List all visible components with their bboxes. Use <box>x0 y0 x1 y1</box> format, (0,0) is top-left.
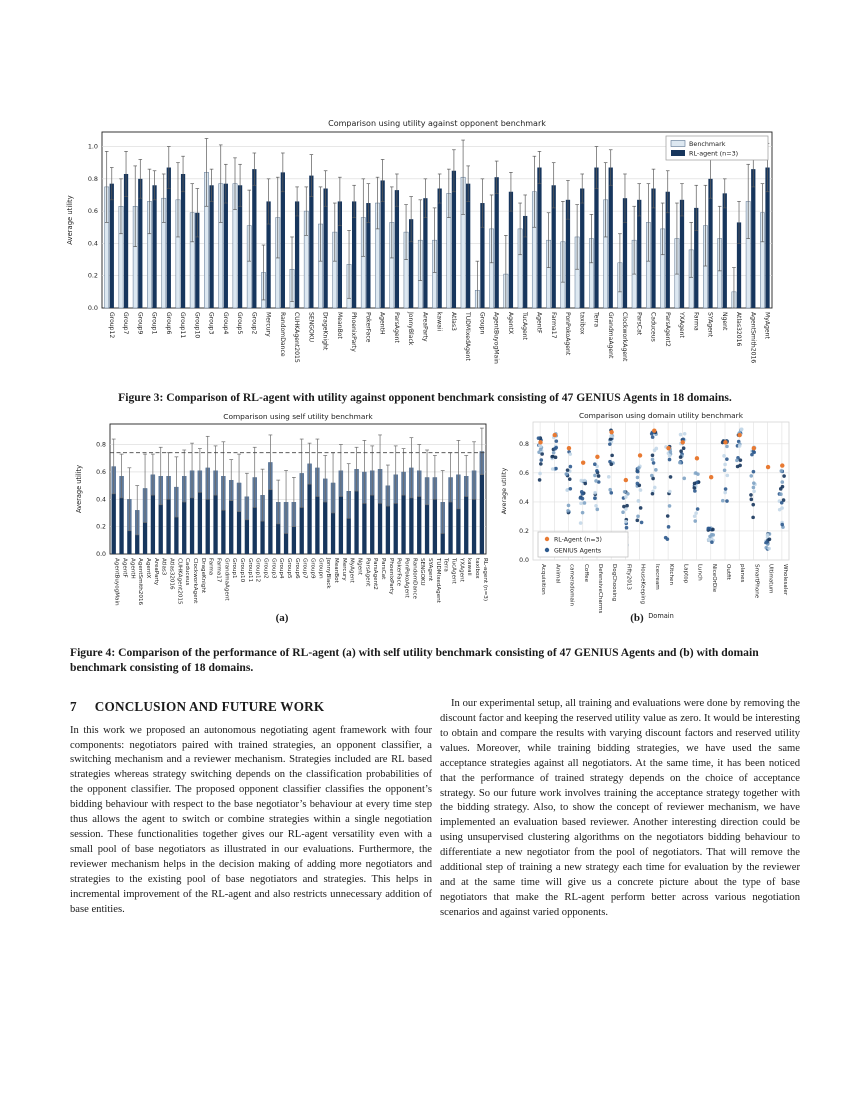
svg-text:PonPokoAgent: PonPokoAgent <box>564 312 572 356</box>
svg-text:Comparison using utility again: Comparison using utility against opponent benchmark <box>328 119 546 128</box>
svg-text:AgentX: AgentX <box>506 312 514 335</box>
svg-text:RL-Agent (n=3): RL-Agent (n=3) <box>554 536 602 544</box>
svg-text:0.6: 0.6 <box>87 207 98 216</box>
svg-text:Farma17: Farma17 <box>215 558 222 583</box>
svg-text:taxibox: taxibox <box>578 312 586 335</box>
conclusion-paragraph-right: In our experimental setup, all training and evaluations were done by removing the discount factor and keeping the reserved utility value as zero. It would be interesting to obtain and compare the results with varying discount factors and reserved utility values. Moreover, while training bidding strategies, we have used the same acceptance strategies against all negotiators. At the same time, it has been noticed that the performance of trained strategy depends on the choice of acceptance strategy. So our future work involves training the acceptance strategy together with the bidding strategy. Also, to show the concept of reviewer mechanism, we have implemented an evaluation based reviewer. Another interesting direction could be using unsupervised clustering algorithms on the negotiators bidding behaviour to differentiate a new negotiator from the pool of negotiators. That will remove the additional step of training a new strategy each time for evaluation by the reviewer and at the same time will give us a concrete picture about the type of base negotiators that make the RL-agent perform better across various negotiation scenarios and against varied opponents. <box>440 698 800 918</box>
svg-text:GrandmaAgent: GrandmaAgent <box>223 558 230 601</box>
svg-text:Atlas32016: Atlas32016 <box>168 558 175 590</box>
svg-text:Group10: Group10 <box>193 312 201 339</box>
svg-text:SmartPhone: SmartPhone <box>753 564 760 599</box>
svg-text:TucAgent: TucAgent <box>450 558 457 584</box>
svg-text:0.4: 0.4 <box>519 498 529 506</box>
svg-text:RandomDance: RandomDance <box>411 558 418 599</box>
svg-text:Group10: Group10 <box>238 558 245 583</box>
svg-text:Average utility: Average utility <box>75 465 83 513</box>
svg-text:Lunch: Lunch <box>696 564 703 581</box>
svg-text:Farma17: Farma17 <box>549 312 557 339</box>
figure3-opponent-benchmark-chart <box>62 116 788 384</box>
conclusion-paragraph-left: In this work we proposed an autonomous negotiating agent framework with four components: negotiators paired with trained strategies, an opponent classifier, a switching mechanism and a reviewer mechanism. Strategies included are RL based strategies whereas strategy switching depends on the classification probabilities of the opponent classifier. The proposed opponent classifier classifies the opponent’s bidding behaviour with respect to the base negotiator’s behaviour at every time step thus allows the agent to switch or combine strategies within a single negotiation session. These functionalities together gives our RL-agent versatility even with a small pool of base negotiators as illustrated in our evaluations. Furthermore, the reviewer mechanism helps in the decision making of adding more negotiators and strategies to the existing pool of base negotiators and strategies. This helps in incremental improvement of the RL-agent and also restricts unnecessary addition of base entities. <box>70 724 432 915</box>
svg-text:PokerFace: PokerFace <box>395 558 402 587</box>
svg-text:AgentSmith2016: AgentSmith2016 <box>137 558 144 606</box>
svg-text:PhoenixParty: PhoenixParty <box>350 312 358 352</box>
scatter-chart <box>497 410 793 624</box>
svg-text:Group11: Group11 <box>246 558 253 583</box>
svg-text:AgentX: AgentX <box>144 558 151 579</box>
svg-text:Group9: Group9 <box>309 558 316 579</box>
figure4a-self-utility-chart <box>72 410 492 624</box>
svg-text:Ultimatum: Ultimatum <box>767 564 774 594</box>
svg-text:Group12: Group12 <box>254 558 261 583</box>
svg-text:MeanBot: MeanBot <box>332 558 339 583</box>
svg-text:MyAgent: MyAgent <box>348 558 355 583</box>
svg-text:Acquisition: Acquisition <box>540 564 547 595</box>
section-title: CONCLUSION AND FUTURE WORK <box>94 699 325 714</box>
svg-text:SENGOKU: SENGOKU <box>307 312 315 343</box>
svg-text:0.8: 0.8 <box>96 441 106 449</box>
svg-text:Group4: Group4 <box>221 312 229 335</box>
svg-text:0.2: 0.2 <box>519 527 529 535</box>
svg-text:TucAgent: TucAgent <box>521 312 529 341</box>
svg-text:Group3: Group3 <box>207 312 215 335</box>
svg-text:0.2: 0.2 <box>96 523 106 531</box>
svg-text:Group6: Group6 <box>164 312 172 335</box>
svg-text:Caduceus: Caduceus <box>649 312 657 342</box>
svg-text:DrageKnight: DrageKnight <box>321 312 329 351</box>
svg-text:JonnyBlack: JonnyBlack <box>407 312 415 346</box>
svg-text:CUHKAgent2015: CUHKAgent2015 <box>176 558 183 605</box>
svg-text:GrandmaAgent: GrandmaAgent <box>606 312 614 359</box>
svg-text:SYAgent: SYAgent <box>706 312 714 338</box>
svg-text:Group4: Group4 <box>278 558 285 579</box>
svg-text:ClockworkAgent: ClockworkAgent <box>621 312 629 362</box>
svg-text:Groupn: Groupn <box>317 558 324 579</box>
svg-text:taxibox: taxibox <box>473 558 480 579</box>
svg-text:0.0: 0.0 <box>519 557 529 564</box>
svg-text:Ngent: Ngent <box>356 558 363 575</box>
svg-text:PhoenixParty: PhoenixParty <box>387 558 394 595</box>
grouped-bar-chart <box>62 116 788 384</box>
svg-text:AgentBuyogMain: AgentBuyogMain <box>492 312 500 364</box>
svg-text:Group5: Group5 <box>236 312 244 335</box>
figure4-caption: Figure 4: Comparison of the performance of RL-agent (a) with self utility benchmark consisting of 47 GENIUS Agents and (b) with domain benchmark consisting of 18 domains. <box>70 646 759 675</box>
svg-text:ParsAgent: ParsAgent <box>392 312 400 343</box>
svg-text:JonnyBlack: JonnyBlack <box>325 558 332 589</box>
svg-text:0.4: 0.4 <box>96 496 106 504</box>
svg-text:AreaParty: AreaParty <box>152 558 159 586</box>
svg-text:Atlas32016: Atlas32016 <box>735 312 743 347</box>
svg-text:Group7: Group7 <box>301 558 308 579</box>
svg-text:0.6: 0.6 <box>519 469 529 477</box>
svg-text:Group6: Group6 <box>293 558 300 579</box>
svg-text:Group1: Group1 <box>231 558 238 579</box>
svg-text:Mercury: Mercury <box>264 312 272 337</box>
svg-text:planes: planes <box>739 564 746 583</box>
left-text-column <box>70 698 432 918</box>
svg-text:Fifty2013: Fifty2013 <box>625 564 632 590</box>
svg-text:Mercury: Mercury <box>340 558 347 581</box>
svg-text:Farma: Farma <box>207 558 214 576</box>
svg-text:RL-agent (n=3): RL-agent (n=3) <box>481 558 488 602</box>
right-text-column <box>440 697 800 921</box>
svg-text:DogChoosing: DogChoosing <box>611 564 618 602</box>
svg-text:Comparison using self utility: Comparison using self utility benchmark <box>223 412 373 421</box>
svg-text:Group7: Group7 <box>122 312 130 335</box>
svg-text:AgentBuyogMain: AgentBuyogMain <box>113 558 120 606</box>
svg-text:Wholesaler: Wholesaler <box>781 564 788 596</box>
svg-text:TUDMixedAgent: TUDMixedAgent <box>464 312 472 361</box>
svg-text:RL-agent (n=3): RL-agent (n=3) <box>689 149 739 158</box>
figure4b-sublabel: (b) <box>630 612 644 624</box>
svg-text:0.0: 0.0 <box>87 304 98 312</box>
svg-text:NiceOrDie: NiceOrDie <box>710 564 717 593</box>
svg-text:DrageKnight: DrageKnight <box>199 558 206 594</box>
svg-text:0.6: 0.6 <box>96 468 106 476</box>
svg-text:Groupn: Groupn <box>478 312 486 335</box>
svg-text:Terra: Terra <box>592 312 600 328</box>
svg-text:CUHKAgent2015: CUHKAgent2015 <box>293 312 301 363</box>
svg-text:Domain: Domain <box>648 612 674 620</box>
svg-text:Group12: Group12 <box>107 312 115 339</box>
svg-text:Group1: Group1 <box>150 312 158 335</box>
svg-text:Group2: Group2 <box>262 558 269 579</box>
figure4a-sublabel: (a) <box>275 612 289 624</box>
section-heading <box>70 698 432 717</box>
svg-text:Caduceus: Caduceus <box>184 558 191 586</box>
svg-text:Benchmark: Benchmark <box>689 140 726 148</box>
svg-text:Outfit: Outfit <box>725 564 731 580</box>
svg-text:YXAgent: YXAgent <box>678 312 686 338</box>
svg-text:1.0: 1.0 <box>87 142 98 151</box>
section-number: 7 <box>70 699 77 714</box>
svg-text:SYAgent: SYAgent <box>426 558 433 582</box>
svg-text:Group9: Group9 <box>136 312 144 335</box>
svg-text:Atlas3: Atlas3 <box>160 558 167 576</box>
svg-text:ParsAgent: ParsAgent <box>364 558 371 587</box>
svg-text:ParsCat: ParsCat <box>635 312 643 336</box>
svg-text:0.0: 0.0 <box>96 551 106 558</box>
svg-text:TUDMixedAgent: TUDMixedAgent <box>434 558 441 603</box>
svg-text:MeanBot: MeanBot <box>335 312 343 339</box>
svg-text:0.8: 0.8 <box>519 440 529 448</box>
svg-text:0.2: 0.2 <box>87 271 98 280</box>
svg-text:Group2: Group2 <box>250 312 258 335</box>
figure4b-domain-utility-chart <box>497 410 793 624</box>
svg-text:Average utility: Average utility <box>66 195 74 245</box>
svg-text:GENIUS Agents: GENIUS Agents <box>554 547 602 555</box>
svg-text:Coffee: Coffee <box>582 564 589 583</box>
svg-text:MyAgent: MyAgent <box>763 312 771 339</box>
svg-text:Comparison using domain utilit: Comparison using domain utility benchmark <box>578 411 744 420</box>
figure3-caption: Figure 3: Comparison of RL-agent with utility against opponent benchmark consisting of 47 GENIUS Agents in 18 domains. <box>118 391 732 404</box>
svg-text:AgentH: AgentH <box>129 558 136 579</box>
svg-text:ParsAgent2: ParsAgent2 <box>663 312 671 347</box>
svg-text:ParsAgent2: ParsAgent2 <box>372 558 379 590</box>
svg-text:AgentSmith2016: AgentSmith2016 <box>749 312 757 364</box>
svg-text:Laptop: Laptop <box>682 564 689 584</box>
svg-text:Terra: Terra <box>442 558 449 572</box>
svg-text:AgentF: AgentF <box>121 558 128 578</box>
svg-text:kawaii: kawaii <box>435 312 443 332</box>
svg-text:Animal: Animal <box>554 564 561 584</box>
svg-text:AgentF: AgentF <box>535 312 543 334</box>
svg-text:DefensiveCharms: DefensiveCharms <box>597 564 603 614</box>
svg-text:PokerFace: PokerFace <box>364 312 372 343</box>
svg-text:0.4: 0.4 <box>87 239 98 248</box>
svg-text:kawaii: kawaii <box>466 558 473 576</box>
svg-text:Icecream: Icecream <box>653 564 660 590</box>
svg-text:0.8: 0.8 <box>87 174 98 183</box>
svg-text:Group11: Group11 <box>179 312 187 339</box>
svg-text:AgentH: AgentH <box>378 312 386 335</box>
svg-text:Average utility: Average utility <box>500 467 508 515</box>
svg-text:PonPokoAgent: PonPokoAgent <box>403 558 410 598</box>
svg-text:Kitchen: Kitchen <box>668 564 675 586</box>
svg-text:RandomDance: RandomDance <box>278 312 286 357</box>
svg-text:HouseKeeping: HouseKeeping <box>639 564 646 605</box>
svg-text:SENGOKU: SENGOKU <box>419 558 426 586</box>
svg-text:ParsCat: ParsCat <box>379 558 386 580</box>
svg-text:ClockworkAgent: ClockworkAgent <box>191 558 198 604</box>
svg-text:Farma: Farma <box>692 312 700 331</box>
svg-text:cameradomain: cameradomain <box>568 564 575 607</box>
svg-text:Ngent: Ngent <box>720 312 728 331</box>
svg-text:Group3: Group3 <box>270 558 277 579</box>
svg-text:YXAgent: YXAgent <box>458 558 465 582</box>
svg-text:AreaParty: AreaParty <box>421 312 429 342</box>
svg-text:Group5: Group5 <box>285 558 292 579</box>
bar-chart <box>72 410 492 624</box>
svg-text:Atlas3: Atlas3 <box>449 312 457 331</box>
